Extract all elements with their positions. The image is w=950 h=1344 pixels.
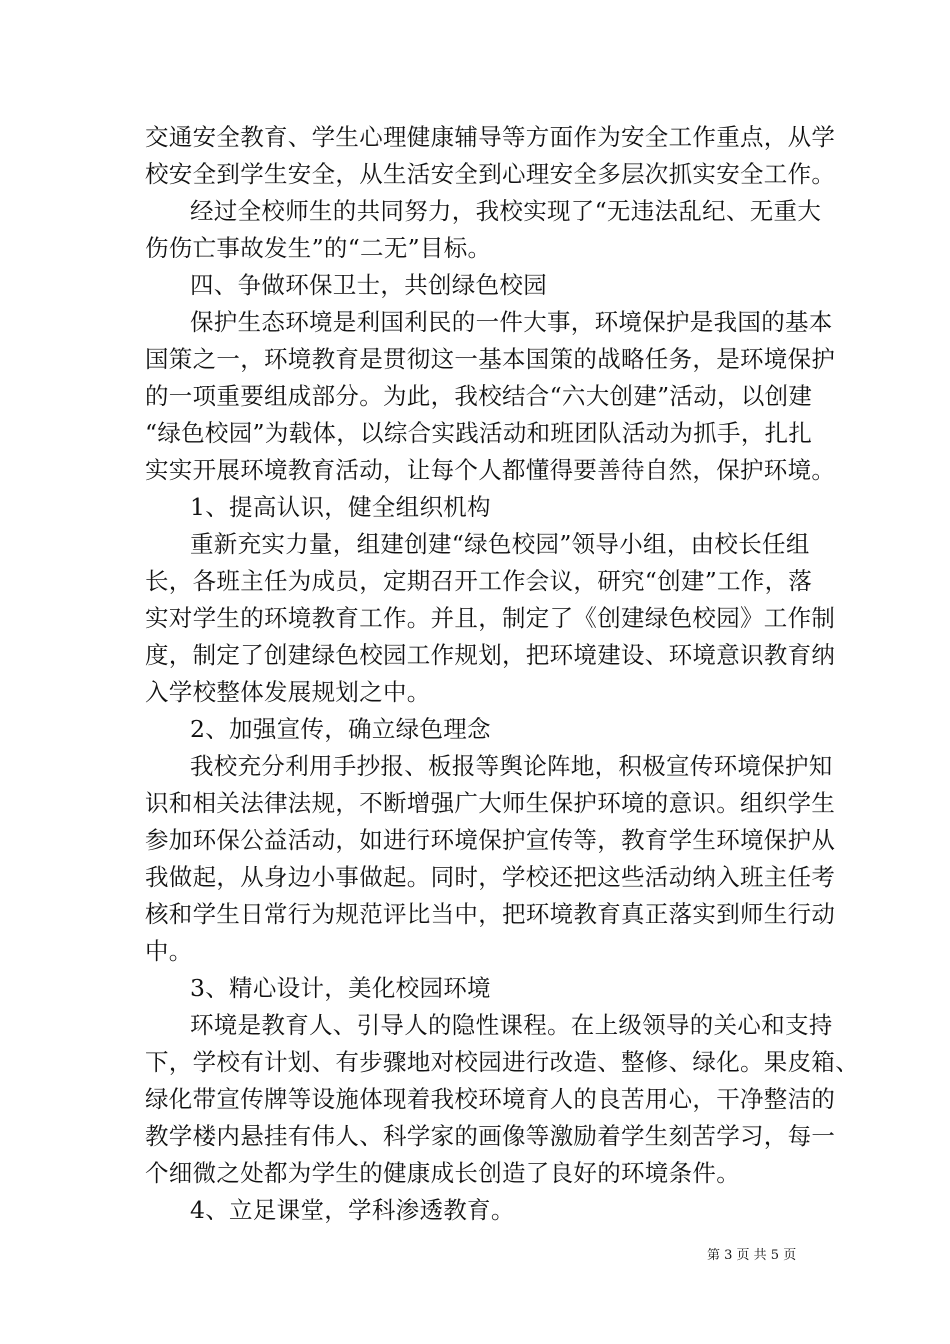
text-line: 识和相关法律法规，不断增强广大师生保护环境的意识。组织学生 bbox=[145, 789, 836, 817]
text-line: 下，学校有计划、有步骤地对校园进行改造、整修、绿化。果皮箱、 bbox=[145, 1048, 859, 1076]
text-line: 绿化带宣传牌等设施体现着我校环境育人的良苦用心，干净整洁的 bbox=[145, 1085, 836, 1113]
text-line: 的一项重要组成部分。为此，我校结合“六大创建”活动，以创建 bbox=[145, 382, 813, 410]
text-line: “绿色校园”为载体，以综合实践活动和班团队活动为抓手，扎扎 bbox=[145, 419, 813, 447]
text-line: 保护生态环境是利国利民的一件大事，环境保护是我国的基本 bbox=[190, 308, 833, 336]
text-line: 核和学生日常行为规范评比当中，把环境教育真正落实到师生行动 bbox=[145, 900, 836, 928]
text-line: 实对学生的环境教育工作。并且，制定了《创建绿色校园》工作制 bbox=[145, 604, 836, 632]
text-line: 长，各班主任为成员，定期召开工作会议，研究“创建”工作，落 bbox=[145, 567, 813, 595]
section-heading: 四、争做环保卫士，共创绿色校园 bbox=[190, 271, 547, 299]
text-line: 实实开展环境教育活动，让每个人都懂得要善待自然，保护环境。 bbox=[145, 456, 836, 484]
page-number: 第 3 页 共 5 页 bbox=[707, 1248, 797, 1263]
subsection-heading: 1、提高认识，健全组织机构 bbox=[190, 493, 491, 521]
text-line: 校安全到学生安全，从生活安全到心理安全多层次抓实安全工作。 bbox=[145, 160, 836, 188]
text-line: 国策之一，环境教育是贯彻这一基本国策的战略任务，是环境保护 bbox=[145, 345, 836, 373]
text-line: 伤伤亡事故发生”的“二无”目标。 bbox=[145, 234, 492, 262]
text-line: 教学楼内悬挂有伟人、科学家的画像等激励着学生刻苦学习，每一 bbox=[145, 1122, 836, 1150]
subsection-heading: 4、立足课堂，学科渗透教育。 bbox=[190, 1196, 515, 1224]
subsection-heading: 2、加强宣传，确立绿色理念 bbox=[190, 715, 491, 743]
text-line: 入学校整体发展规划之中。 bbox=[145, 678, 431, 706]
subsection-heading: 3、精心设计，美化校园环境 bbox=[190, 974, 491, 1002]
text-line: 中。 bbox=[145, 937, 193, 965]
text-line: 个细微之处都为学生的健康成长创造了良好的环境条件。 bbox=[145, 1159, 740, 1187]
text-line: 经过全校师生的共同努力，我校实现了“无违法乱纪、无重大 bbox=[190, 197, 822, 225]
text-line: 环境是教育人、引导人的隐性课程。在上级领导的关心和支持 bbox=[190, 1011, 833, 1039]
text-line: 重新充实力量，组建创建“绿色校园”领导小组，由校长任组 bbox=[190, 530, 810, 558]
text-line: 交通安全教育、学生心理健康辅导等方面作为安全工作重点，从学 bbox=[145, 123, 836, 151]
text-line: 我做起，从身边小事做起。同时，学校还把这些活动纳入班主任考 bbox=[145, 863, 836, 891]
text-line: 度，制定了创建绿色校园工作规划，把环境建设、环境意识教育纳 bbox=[145, 641, 836, 669]
text-line: 参加环保公益活动，如进行环境保护宣传等，教育学生环境保护从 bbox=[145, 826, 836, 854]
text-line: 我校充分利用手抄报、板报等舆论阵地，积极宣传环境保护知 bbox=[190, 752, 833, 780]
